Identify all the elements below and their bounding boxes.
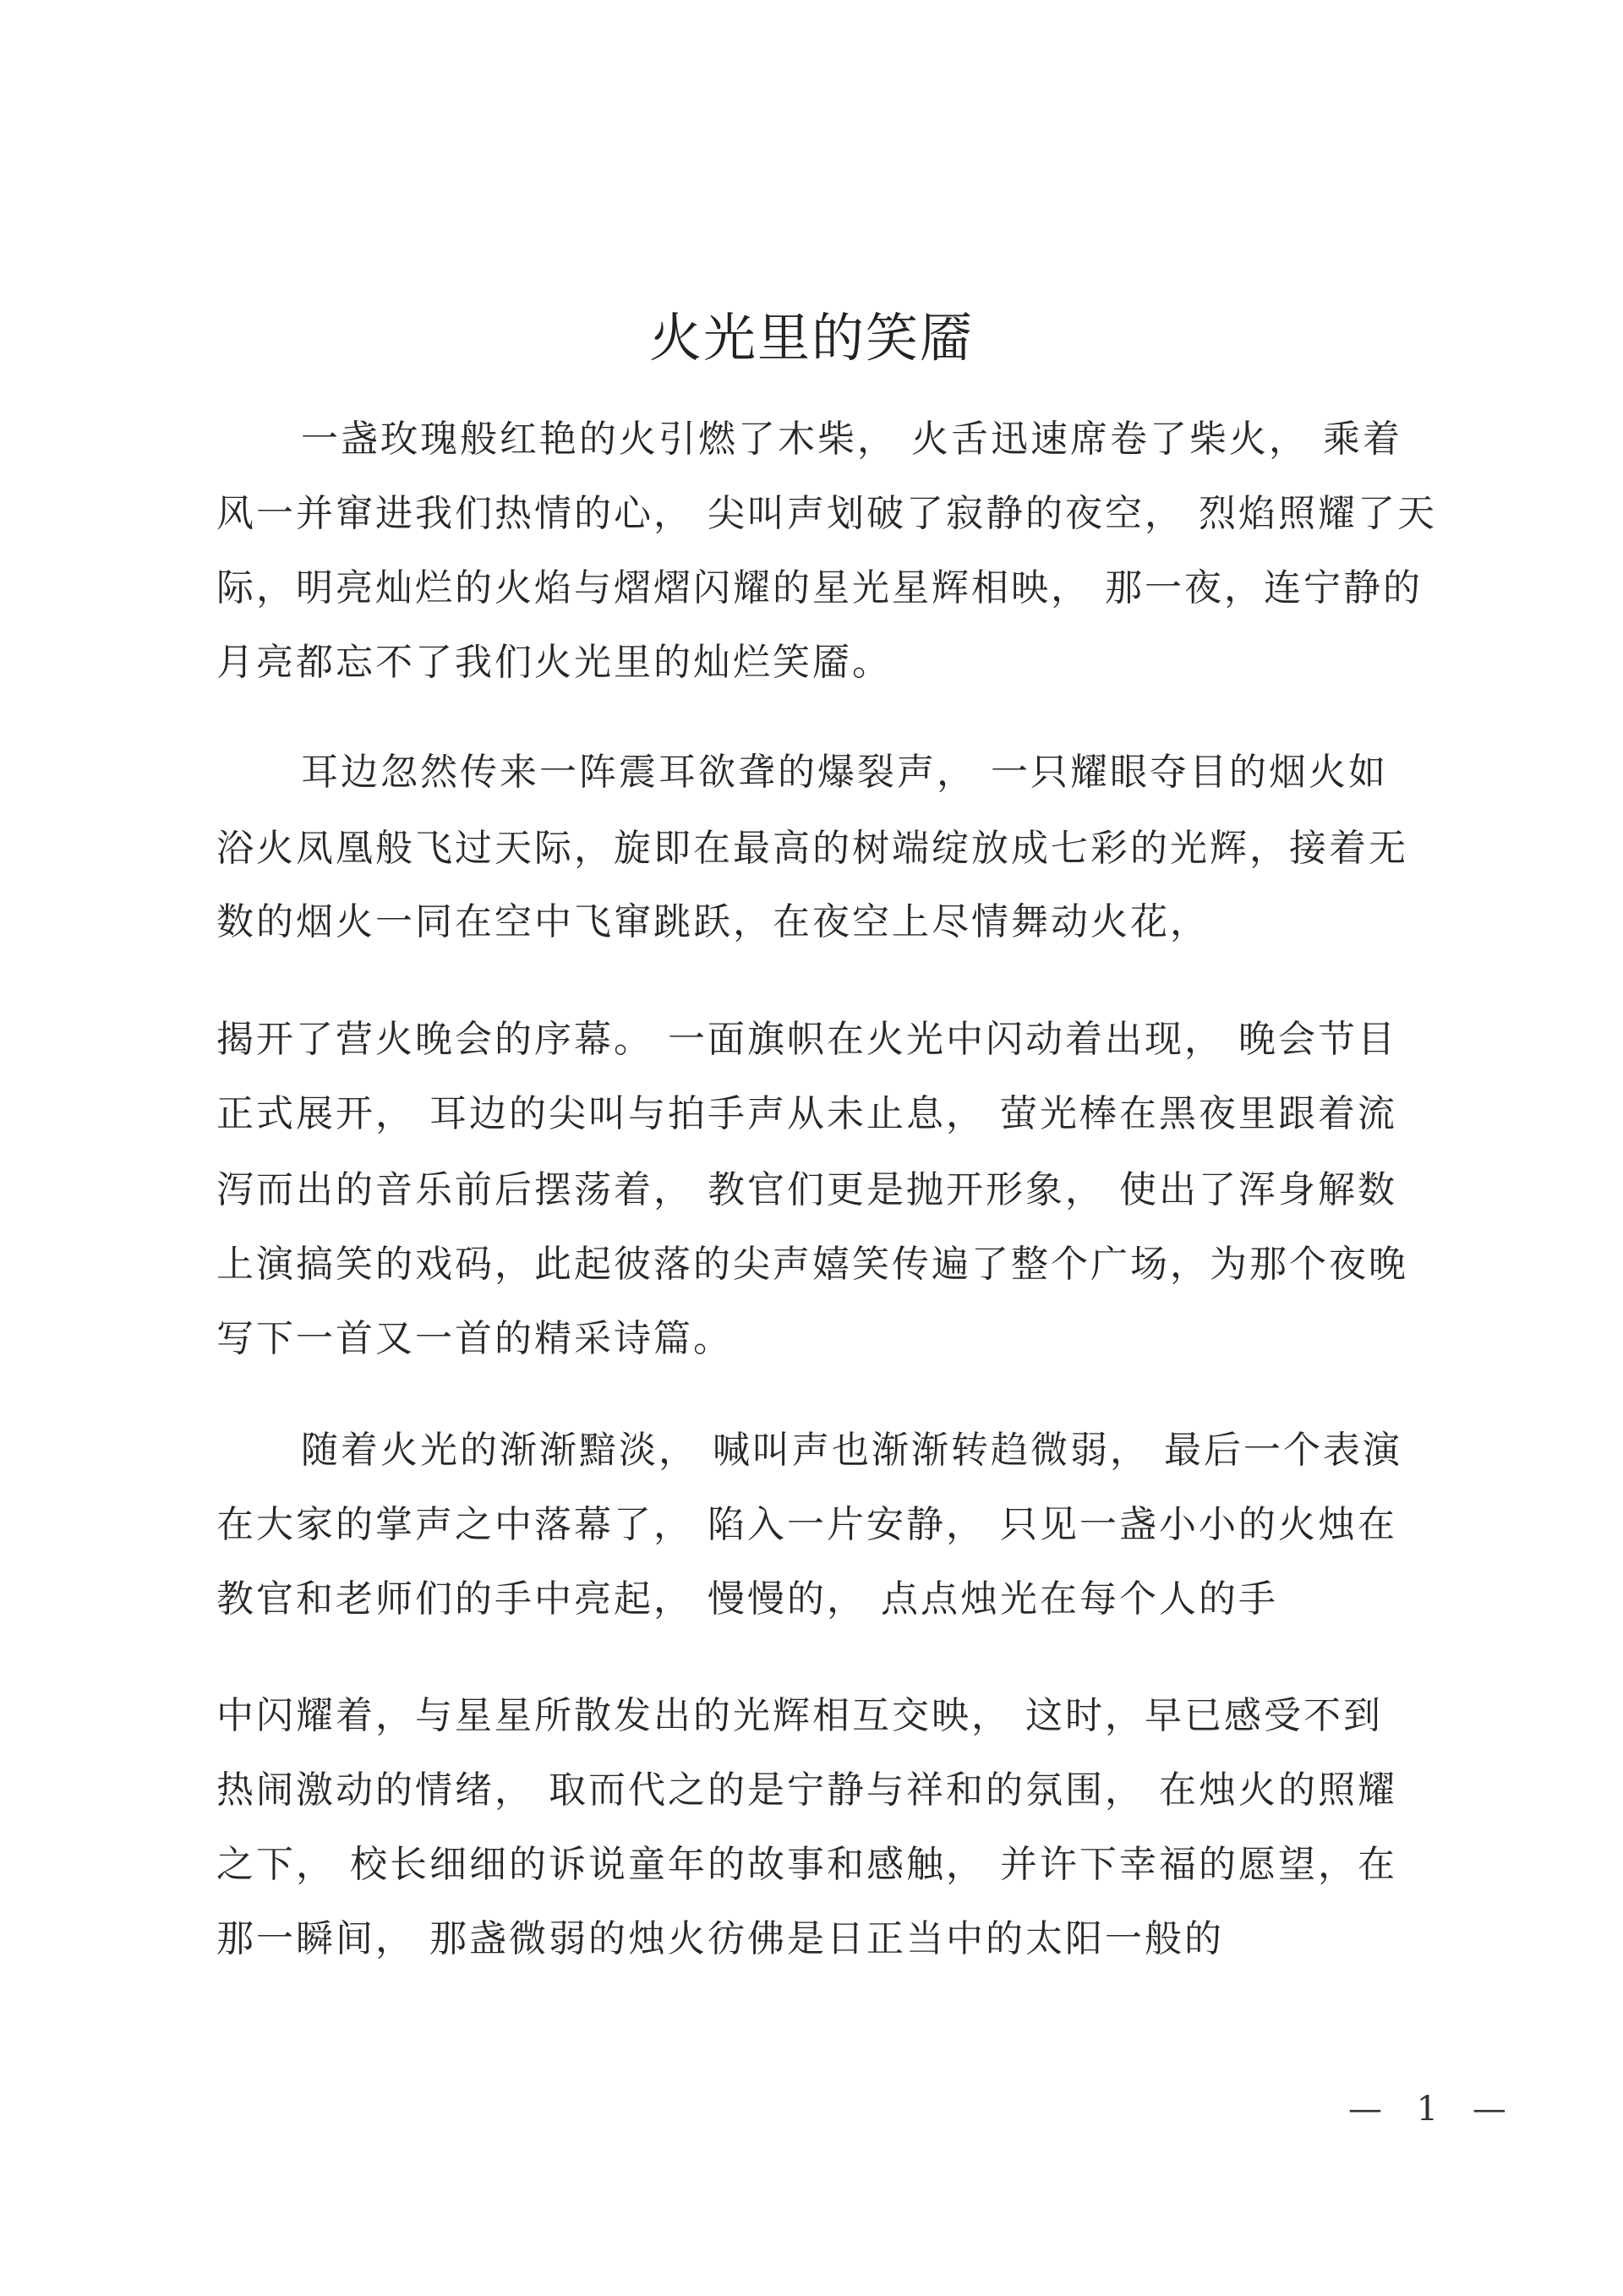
paragraph-5-line-3: 之下， 校长细细的诉说童年的故事和感触， 并许下幸福的愿望，在 xyxy=(216,1843,1397,1886)
document-title: 火光里的笑靥 xyxy=(648,307,974,369)
paragraph-3-line-3: 泻而出的音乐前后摆荡着， 教官们更是抛开形象， 使出了浑身解数 xyxy=(216,1168,1397,1211)
paragraph-5-line-2: 热闹激动的情绪， 取而代之的是宁静与祥和的氛围， 在烛火的照耀 xyxy=(216,1768,1397,1812)
paragraph-1-line-2: 风一并窜进我们热情的心， 尖叫声划破了寂静的夜空， 烈焰照耀了天 xyxy=(216,492,1437,535)
paragraph-2-line-1: 耳边忽然传来一阵震耳欲聋的爆裂声， 一只耀眼夺目的烟火如 xyxy=(301,751,1388,794)
paragraph-3-line-2: 正式展开， 耳边的尖叫与拍手声从未止息， 萤光棒在黑夜里跟着流 xyxy=(216,1092,1397,1135)
paragraph-3-line-4: 上演搞笑的戏码，此起彼落的尖声嬉笑传遍了整个广场，为那个夜晚 xyxy=(216,1243,1408,1286)
paragraph-3-line-1: 揭开了营火晚会的序幕。 一面旗帜在火光中闪动着出现， 晚会节目 xyxy=(216,1018,1397,1061)
paragraph-2-line-2: 浴火凤凰般飞过天际，旋即在最高的树端绽放成七彩的光辉，接着无 xyxy=(216,827,1408,870)
paragraph-2-line-3: 数的烟火一同在空中飞窜跳跃，在夜空上尽情舞动火花， xyxy=(216,900,1210,943)
paragraph-4-line-1: 随着火光的渐渐黯淡， 喊叫声也渐渐转趋微弱， 最后一个表演 xyxy=(301,1429,1402,1472)
paragraph-3-line-5: 写下一首又一首的精采诗篇。 xyxy=(216,1317,733,1360)
paragraph-4-line-3: 教官和老师们的手中亮起， 慢慢的， 点点烛光在每个人的手 xyxy=(216,1577,1278,1621)
paragraph-1-line-3: 际，明亮灿烂的火焰与熠熠闪耀的星光星辉相映， 那一夜，连宁静的 xyxy=(216,566,1423,610)
paragraph-1-line-4: 月亮都忘不了我们火光里的灿烂笑靥。 xyxy=(216,641,892,684)
paragraph-4-line-2: 在大家的掌声之中落幕了， 陷入一片安静， 只见一盏小小的火烛在 xyxy=(216,1503,1397,1546)
paragraph-1-line-1: 一盏玫瑰般红艳的火引燃了木柴， 火舌迅速席卷了柴火， 乘着 xyxy=(301,418,1402,461)
paragraph-5-line-1: 中闪耀着，与星星所散发出的光辉相互交映， 这时，早已感受不到 xyxy=(216,1694,1383,1737)
paragraph-5-line-4: 那一瞬间， 那盏微弱的烛火彷佛是日正当中的太阳一般的 xyxy=(216,1917,1224,1960)
page-number: — 1 — xyxy=(1348,2090,1518,2129)
